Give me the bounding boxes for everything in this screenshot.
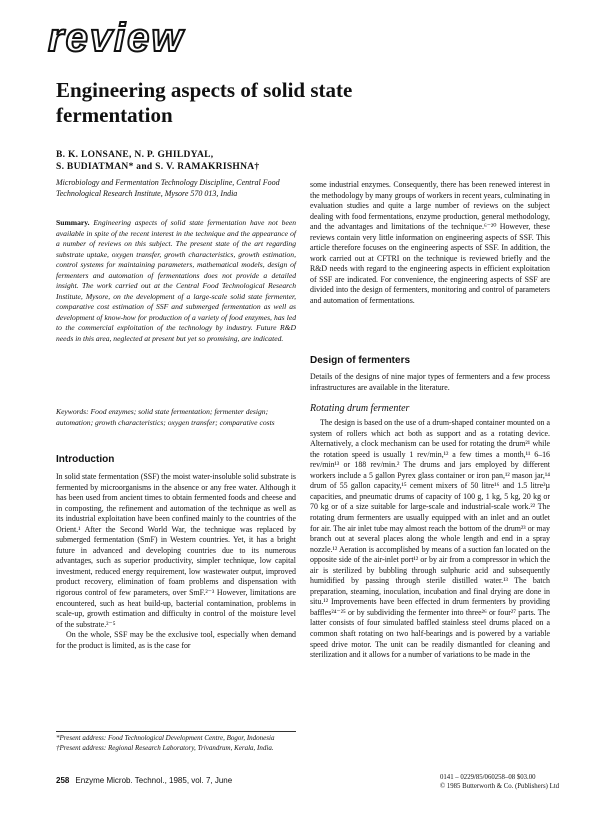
introduction-continued: [310, 180, 550, 307]
introduction-paragraph-3: some industrial enzymes. Consequently, there has been renewed interest in the methodology by many groups of workers in recent years, culminating in evaluation studies and quite a large number of reviews on the subject dealing with food fermentations, enzyme production, general methodology, and the advantages and limitations of the technique.⁶⁻²⁰ However, these reviews contain very little information on engineering aspects of SSF. This article therefore focuses on the engineering aspects of SSF. In addition, the work carried out at CFTRI on the technique is reviewed briefly and the R&D needs with regard to the engineering aspects in efficient exploitation of SSF are indicated. For convenience, the engineering aspects of SSF are divided into the design of fermenters, monitoring and control of parameters and automation of fermentations.: [310, 180, 550, 306]
issn-number: 0141 – 0229/85/060258–08 $03.00: [440, 774, 536, 781]
article-title: Engineering aspects of solid state fermentation: [56, 78, 353, 127]
introduction-paragraph-1: In solid state fermentation (SSF) the moist water-insoluble solid substrate is fermented by microorganisms in the absence or any free water. Although it has been used from ancient times to obtain fermented foods and cheese and in composting, the refinement and automation of the technique as well as its industrial exploitation have been confined mainly to the countries of the Orient.¹ After the Second World War, the technique was replaced by submerged fermentation (SmF) in Western countries. Yet, it has a bright future in advanced and developing countries due to its numerous advantages, such as superior productivity, simpler technique, low capital investment, reduced energy requirement, low wastewater output, improved product recovery, elimination of foam problems and dispensation with rigorous control of few parameters, over SmF.²⁻³ However, limitations are encountered, such as heat build-up, bacterial contamination, problems in scale-up, growth estimation and difficulty in control of the moisture level of the substrate.²⁻⁵: [56, 472, 296, 629]
fermenter-design-heading: Design of fermenters: [310, 355, 411, 366]
affiliation: Microbiology and Fermentation Technology Discipline, Central Food Technological Research Institute, Mysore 570 013, India: [56, 178, 280, 198]
footnote-1: *Present address: Food Technological Development Centre, Bogor, Indonesia: [56, 734, 275, 742]
issn-block: [440, 773, 570, 791]
keywords: Keywords: Food enzymes; solid state fermentation; fermenter design; automation; growth characteristics; oxygen transfer; comparative costs: [56, 407, 275, 427]
author-line-1: B. K. LONSANE, N. P. GHILDYAL,: [56, 150, 214, 160]
rotating-drum-paragraph: The design is based on the use of a drum-shaped container mounted on a system of rollers which act both as support and as a rotating device. Alternatively, a clock mechanism can be used for rotating the drum²¹ while the rotation speed is usually 1 rev/min,¹² a few times a month,¹¹ 6–16 rev/min¹³ or 188 rev/min.² The drums and jars employed by different workers include a 5 gallon Pyrex glass container or iron pan,¹² mason jar,¹⁴ drum of 55 gallon capacity,¹⁵ cement mixers of 50 litre¹⁶ and 1.5 litre²µ capacities, and pneumatic drums of capacity of 100 g, 1 kg, 5 kg, 20 kg or 70 kg or of a size suitable for large-scale and industrial-scale work.²² The rotating drum fermenters are usually equipped with an inlet and an outlet for air. The air inlet tube may almost reach the bottom of the drum²³ or may branch out at several places along the whole length and end in a spray nozzle.¹² Aeration is accomplished by means of a suction fan located on the opposite side of the air-inlet port¹² or by air from a compressor in which the air is sterilized by bubbling through sulphuric acid and subsequently humidified by passing through sterile distilled water.¹³ The batch preparation, steaming, inoculation, incubation and final drying are done in situ.¹² Improvements have been effected in drum fermenters by providing baffles²⁴⁻²⁵ or by subdividing the fermenter into three²⁶ or four²⁷ parts. The latter consists of four simulated baffled stainless steel drums placed on a common shaft rotating on two half-bearings and is powered by a variable speed drive motor. The unit can be readily dismantled for cleaning and sterilization and it allows for a number of variations to be made in the: [310, 418, 550, 660]
introduction-paragraph-2: On the whole, SSF may be the exclusive tool, especially when demand for the product is limited, as is the case for: [56, 630, 296, 650]
summary-label: Summary.: [56, 218, 90, 227]
journal-citation: Enzyme Microb. Technol., 1985, vol. 7, June: [75, 776, 233, 785]
footnote-rule: [56, 731, 296, 732]
review-section-logo: review: [48, 16, 185, 60]
copyright-notice: © 1985 Butterworth & Co. (Publishers) Ltd: [440, 783, 560, 790]
fermenter-design-paragraph: Details of the designs of nine major types of fermenters and a few process infrastructures are available in the literature.: [310, 372, 550, 392]
fermenter-design-section: [310, 355, 550, 661]
footnote-2: †Present address: Regional Research Laboratory, Trivandrum, Kerala, India.: [56, 743, 274, 752]
page-number: 258: [56, 776, 70, 785]
author-list: [56, 149, 356, 173]
footnotes: [56, 734, 296, 753]
rotating-drum-heading: Rotating drum fermenter: [310, 403, 410, 415]
summary-text: Engineering aspects of solid state fermentation have not been available in spite of the recent interest in the technique and the appearance of a number of reviews on this subject. The present state of the art regarding substrate uptake, oxygen transfer, growth characteristics, growth estimation, control systems for maintaining parameters, mathematical models, design of fermenters and automation of fermentations does not provide a detailed insight. The work carried out at the Central Food Technological Research Institute, Mysore, on the development of a large-scale solid state fermenter, comparative cost estimation of SSF and submerged fermentation as well as development of know-how for production of a variety of food enzymes, has led to the commercial exploitation of the technology by industry. Future R&D needs in this area, neglected at present but yet so promising, are indicated.: [56, 218, 296, 343]
introduction-section: [56, 454, 296, 651]
journal-footer: [56, 776, 232, 785]
introduction-heading: Introduction: [56, 454, 115, 465]
summary-abstract: [56, 218, 296, 344]
author-line-2: S. BUDIATMAN* and S. V. RAMAKRISHNA†: [56, 162, 260, 172]
